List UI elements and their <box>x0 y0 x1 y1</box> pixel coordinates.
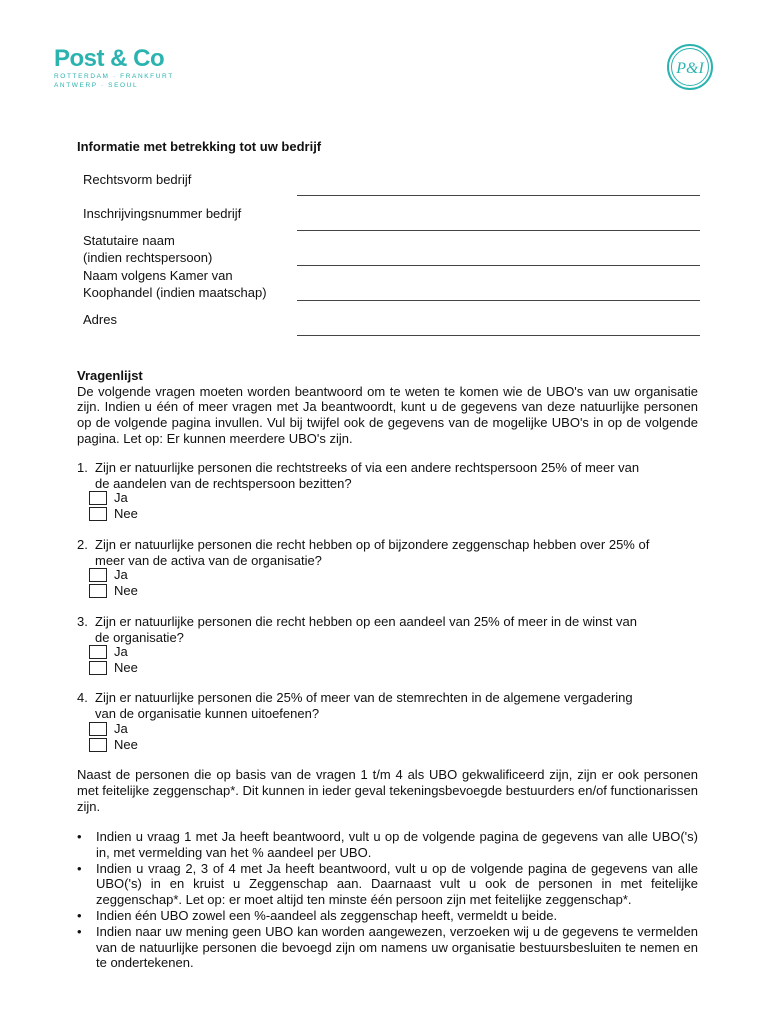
option-label-yes: Ja <box>114 644 128 659</box>
list-item <box>77 908 698 924</box>
input-chamber-name[interactable] <box>297 300 700 301</box>
question-number: 3. <box>77 614 88 629</box>
question-text-line2: de organisatie? <box>95 629 184 645</box>
list-item <box>77 829 698 861</box>
input-statutory-name[interactable] <box>297 265 700 266</box>
question-text <box>95 690 698 722</box>
field-address <box>83 312 703 338</box>
option-label-yes: Ja <box>114 490 128 505</box>
bullet-icon: • <box>77 923 82 939</box>
question-number: 1. <box>77 460 88 475</box>
option-label-no: Nee <box>114 506 138 521</box>
field-legal-form <box>83 172 703 198</box>
input-address[interactable] <box>297 335 700 336</box>
option-label-no: Nee <box>114 737 138 752</box>
question-text <box>95 537 698 569</box>
logo-subtitle-line2: ANTWERP · SEOUL <box>54 82 139 89</box>
logo-subtitle-line1: ROTTERDAM · FRANKFURT <box>54 73 174 80</box>
company-logo <box>54 46 194 90</box>
question-text <box>95 460 698 492</box>
checkbox-yes[interactable] <box>89 645 107 659</box>
field-label-address: Adres <box>83 312 117 327</box>
checkbox-yes[interactable] <box>89 568 107 582</box>
bullet-icon: • <box>77 860 82 876</box>
list-item <box>77 861 698 908</box>
checkbox-no[interactable] <box>89 738 107 752</box>
field-statutory-name <box>83 233 703 269</box>
question-3 <box>77 614 698 676</box>
question-text-line1: Zijn er natuurlijke personen die recht hebben op of bijzondere zeggenschap hebben over 25% of <box>95 537 650 552</box>
input-legal-form[interactable] <box>297 195 700 196</box>
bullet-icon: • <box>77 829 82 844</box>
list-item <box>77 924 698 971</box>
question-2 <box>77 537 698 599</box>
option-label-no: Nee <box>114 583 138 598</box>
question-text-line1: Zijn er natuurlijke personen die 25% of meer van de stemrechten in de algemene vergadering <box>95 690 633 705</box>
field-label-chamber-name-line2: Koophandel (indien maatschap) <box>83 284 267 300</box>
checkbox-yes[interactable] <box>89 491 107 505</box>
bullet-icon: • <box>77 907 82 923</box>
option-label-yes: Ja <box>114 567 128 582</box>
question-text-line2: van de organisatie kunnen uitoefenen? <box>95 705 320 721</box>
question-1 <box>77 460 698 522</box>
seal-text: P&I <box>676 60 704 77</box>
logo-title: Post & Co <box>54 45 165 72</box>
ubo-note-paragraph: Naast de personen die op basis van de vragen 1 t/m 4 als UBO gekwalificeerd zijn, zijn er ook personen met feitelijke zeggenschap*. Dit kunnen in ieder geval tekeningsbevoegde bestuurders en/of functionarissen zijn. <box>77 767 698 814</box>
question-text <box>95 614 698 646</box>
pi-seal-icon <box>666 43 714 91</box>
field-label-statutory-name <box>83 233 212 266</box>
field-label-chamber-name-line1: Naam volgens Kamer van <box>83 268 233 283</box>
field-label-legal-form: Rechtsvorm bedrijf <box>83 172 192 187</box>
field-label-statutory-name-line1: Statutaire naam <box>83 233 175 248</box>
questionnaire-heading: Vragenlijst <box>77 368 143 383</box>
list-item-text: Indien u vraag 1 met Ja heeft beantwoord, vult u op de volgende pagina de gegevens van alle UBO('s) in, met vermelding van het % aandeel per UBO. <box>96 829 698 860</box>
checkbox-no[interactable] <box>89 507 107 521</box>
option-label-yes: Ja <box>114 721 128 736</box>
question-text-line2: de aandelen van de rechtspersoon bezitten? <box>95 475 352 491</box>
list-item-text: Indien naar uw mening geen UBO kan worden aangewezen, verzoeken wij u de gegevens te vermelden van de natuurlijke personen die bevoegd zijn om namens uw organisatie bestuursbesluiten te nemen en te ondertekenen. <box>96 923 698 971</box>
questionnaire-intro: De volgende vragen moeten worden beantwoord om te weten te komen wie de UBO's van uw organisatie zijn. Indien u één of meer vragen met Ja beantwoordt, kunt u de gegevens van deze natuurlijke personen op de volgende pagina invullen. Vul bij twijfel ook de gegevens van de mogelijke UBO's in op de volgende pagina. Let op: Er kunnen meerdere UBO's zijn. <box>77 383 698 446</box>
question-text-line1: Zijn er natuurlijke personen die recht hebben op een aandeel van 25% of meer in de winst van <box>95 614 638 629</box>
question-number: 4. <box>77 690 88 705</box>
instructions-list <box>77 829 698 971</box>
input-registration-number[interactable] <box>297 230 700 231</box>
option-label-no: Nee <box>114 660 138 675</box>
question-text-line1: Zijn er natuurlijke personen die rechtstreeks of via een andere rechtspersoon 25% of meer van <box>95 460 640 475</box>
question-number: 2. <box>77 537 88 552</box>
checkbox-yes[interactable] <box>89 722 107 736</box>
info-heading: Informatie met betrekking tot uw bedrijf <box>77 139 322 154</box>
question-4 <box>77 690 698 752</box>
checkbox-no[interactable] <box>89 584 107 598</box>
field-label-registration-number: Inschrijvingsnummer bedrijf <box>83 206 242 221</box>
checkbox-no[interactable] <box>89 661 107 675</box>
field-label-chamber-name <box>83 268 267 301</box>
list-item-text: Indien één UBO zowel een %-aandeel als zeggenschap heeft, vermeldt u beide. <box>96 907 558 923</box>
list-item-text: Indien u vraag 2, 3 of 4 met Ja heeft beantwoord, vult u op de volgende pagina de gegevens van alle UBO('s) in en kruist u Zeggenschap aan. Daarnaast vult u ook de personen in met feitelijke zeggenschap*. Let op: er moet altijd ten minste één persoon zijn met feitelijke zeggenschap*. <box>96 860 698 908</box>
field-registration-number <box>83 206 703 232</box>
field-chamber-name <box>83 268 703 304</box>
question-text-line2: meer van de activa van de organisatie? <box>95 552 322 568</box>
field-label-statutory-name-line2: (indien rechtspersoon) <box>83 249 213 265</box>
